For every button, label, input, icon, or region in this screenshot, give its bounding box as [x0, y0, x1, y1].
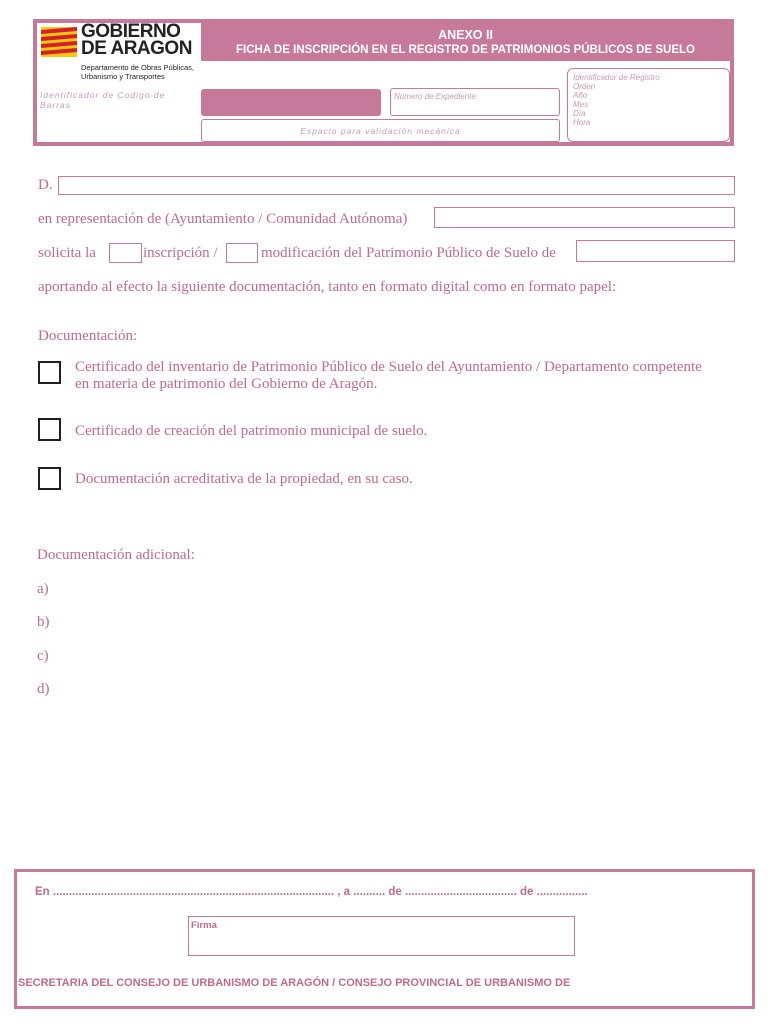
- adicional-item-c: c): [37, 648, 49, 664]
- modificacion-checkbox[interactable]: [226, 243, 258, 263]
- doc-item-2: Certificado de creación del patrimonio municipal de suelo.: [75, 423, 428, 439]
- firma-label: Firma: [191, 920, 217, 931]
- expediente-field[interactable]: [390, 88, 560, 116]
- doc-checkbox-1[interactable]: [38, 361, 61, 384]
- adicional-item-b: b): [37, 614, 50, 630]
- registro-field-ano: Año: [573, 91, 588, 100]
- aportando-text: aportando al efecto la siguiente documentación, tanto en formato digital como en formato papel:: [38, 279, 617, 295]
- patrimonio-field[interactable]: [576, 240, 735, 262]
- expediente-label: Número de Expediente: [394, 92, 476, 101]
- barcode-label-line2: Barras: [40, 100, 72, 110]
- registro-field-mes: Mes: [573, 100, 589, 109]
- registro-field-orden: Orden: [573, 82, 596, 91]
- adicional-item-d: d): [37, 681, 50, 697]
- gobierno-aragon-logo: [37, 23, 199, 85]
- form-title: FICHA DE INSCRIPCIÓN EN EL REGISTRO DE PATRIMONIOS PÚBLICOS DE SUELO: [236, 44, 695, 56]
- adicional-item-a: a): [37, 581, 49, 597]
- barcode-identifier: [40, 90, 200, 120]
- representacion-field[interactable]: [434, 207, 735, 228]
- form-title-banner: [201, 23, 730, 61]
- representacion-label: en representación de (Ayuntamiento / Comunidad Autónoma): [38, 211, 408, 227]
- modificacion-label: modificación del Patrimonio Público de Suelo de: [261, 245, 556, 261]
- doc-item-1-line1: Certificado del inventario de Patrimonio Público de Suelo del Ayuntamiento / Departamento competente: [75, 359, 702, 375]
- firma-field[interactable]: [188, 916, 575, 956]
- name-field[interactable]: [58, 176, 735, 195]
- solicita-label: solicita la: [38, 245, 96, 261]
- secretaria-text: SECRETARIA DEL CONSEJO DE URBANISMO DE ARAGÓN / CONSEJO PROVINCIAL DE URBANISMO DE: [18, 977, 571, 989]
- doc-item-3: Documentación acreditativa de la propiedad, en su caso.: [75, 471, 413, 487]
- logo-department-1: Departamento de Obras Públicas,: [81, 63, 194, 72]
- validation-area: [201, 119, 560, 142]
- documentacion-heading: Documentación:: [38, 328, 138, 344]
- place-date-line: En ........................................................................................ , a .......... de ................................... de ................: [35, 886, 588, 898]
- d-label: D.: [38, 177, 53, 193]
- registro-field-dia: Día: [573, 109, 586, 118]
- aragon-flag-icon: [41, 27, 77, 57]
- adicional-heading: Documentación adicional:: [37, 547, 195, 563]
- doc-checkbox-2[interactable]: [38, 418, 61, 441]
- logo-line2: DE ARAGON: [81, 38, 192, 59]
- doc-item-1-line2: en materia de patrimonio del Gobierno de Aragón.: [75, 376, 378, 392]
- barcode-area: [201, 89, 381, 116]
- logo-line1: GOBIERNO: [81, 21, 181, 42]
- registro-label: Identificador de Registro: [573, 73, 660, 82]
- registro-identifier-box: [567, 68, 730, 142]
- registro-field-hora: Hora: [573, 118, 591, 127]
- logo-department-2: Urbanismo y Transportes: [81, 72, 165, 81]
- barcode-label-line1: Identificador de Codigo de: [40, 90, 166, 100]
- annex-label: ANEXO II: [438, 28, 493, 42]
- doc-checkbox-3[interactable]: [38, 467, 61, 490]
- validation-label: Espacio para validación mecánica: [300, 126, 461, 136]
- inscripcion-checkbox[interactable]: [109, 243, 142, 263]
- inscripcion-label: inscripción /: [143, 245, 218, 261]
